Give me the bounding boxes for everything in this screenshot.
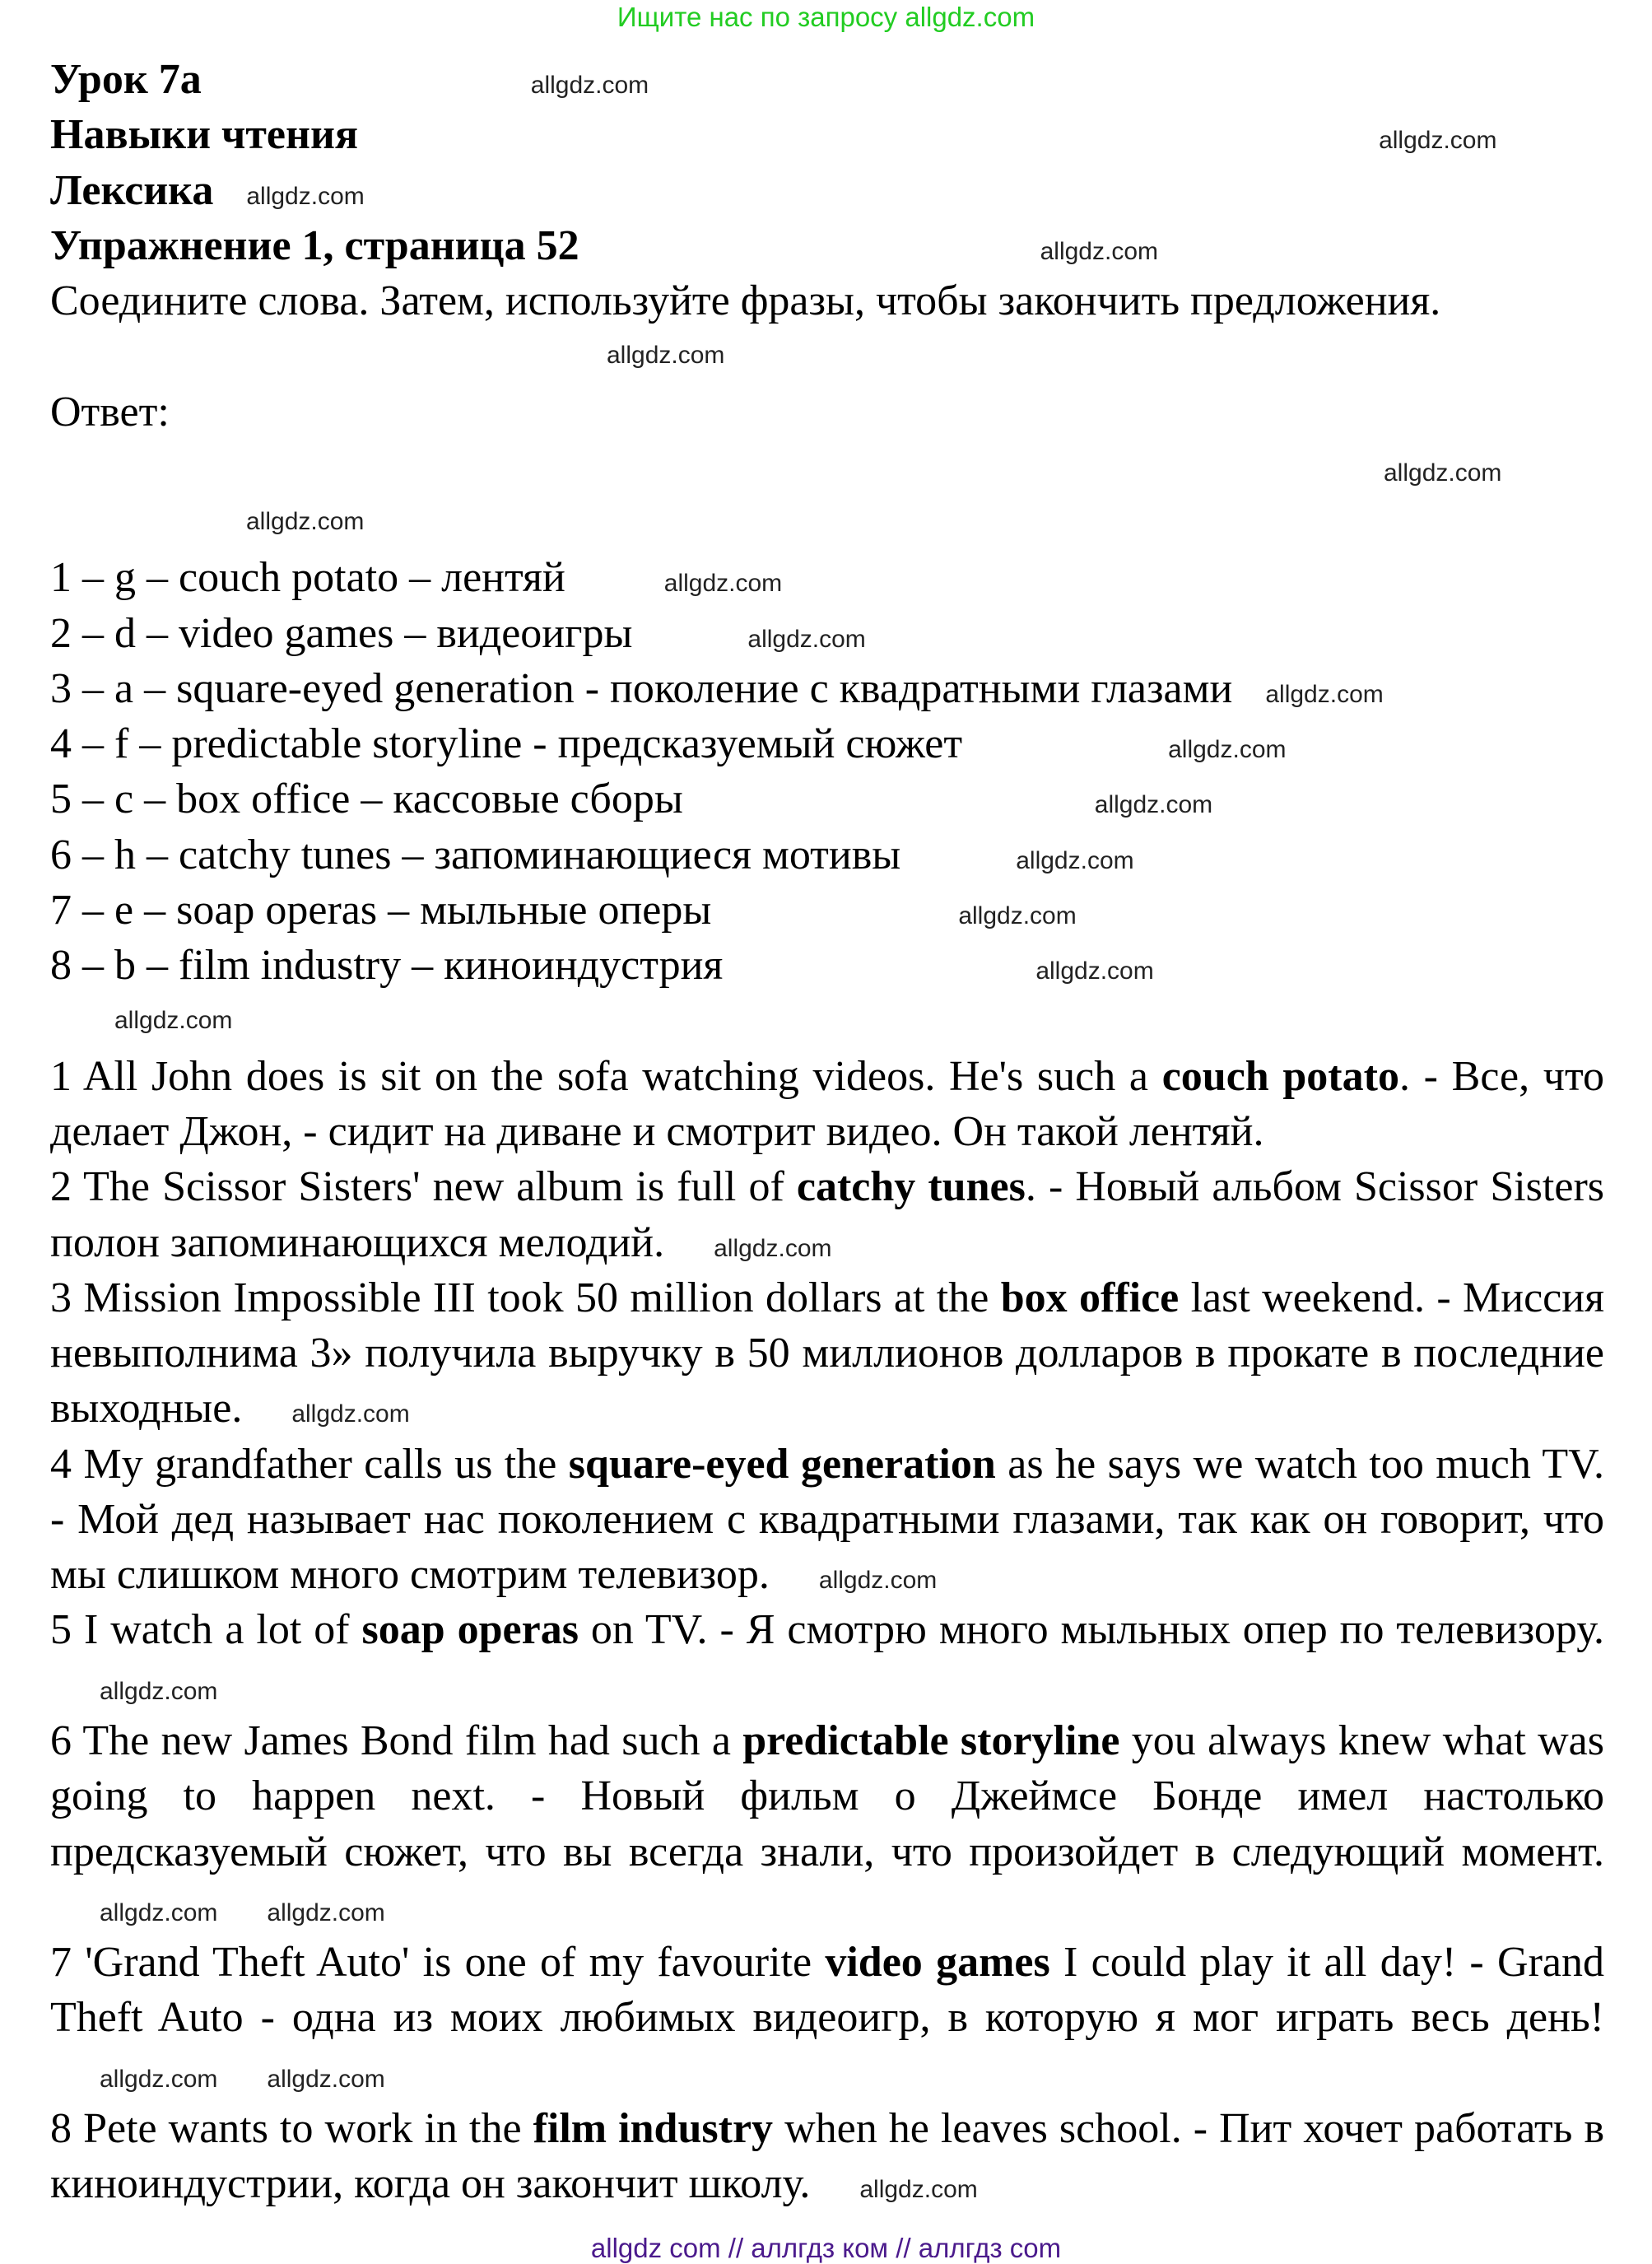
match-line [50,606,1604,661]
watermark: allgdz.com [818,1567,938,1595]
sentence-text: 8 Pete wants to work in the [50,2104,533,2152]
sentence [50,2101,1604,2212]
watermark: allgdz.com [100,2065,218,2093]
watermark: allgdz.com [1016,846,1134,874]
match-item: 5 – c – box office – кассовые сборы [50,776,683,823]
sentence-text: you always knew what was going to happen next. - Новый фильм о Джеймсе Бонде имел настолько предсказуемый сюжет, что вы всегда знали, что произойдет в следующий момент. [50,1717,1604,1875]
watermark: allgdz.com [100,1677,218,1705]
subsection-title: Лексика [50,166,214,214]
section-title: Навыки чтения [50,111,359,159]
key-phrase: predictable storyline [742,1717,1120,1764]
watermark: allgdz.com [1379,127,1497,155]
sentence-text: 2 The Scissor Sisters' new album is full of [50,1163,797,1211]
watermark: allgdz.com [747,625,866,653]
match-line [50,550,1604,605]
answer-label: Ответ: [50,388,170,436]
watermark: allgdz.com [246,182,365,210]
sentence [50,1713,1604,1935]
watermark: allgdz.com [859,2176,978,2204]
match-item: 6 – h – catchy tunes – запоминающиеся мотивы [50,831,901,878]
watermark: allgdz.com [1265,680,1384,708]
sentence-text: as he says we watch too much TV. - Мой дед называет нас поколением с квадратными глазами, так как он говорит, что мы слишком много смотрим телевизор. [50,1440,1604,1599]
instruction-line [50,273,1604,328]
answer-line [50,384,1604,496]
exercise-title: Упражнение 1, страница 52 [50,221,579,269]
instruction-text: Соедините слова. Затем, используйте фразы, чтобы закончить предложения. [50,277,1441,325]
watermark: allgdz.com [663,570,783,598]
match-item: 1 – g – couch potato – лентяй [50,554,565,602]
match-item: 2 – d – video games – видеоигры [50,609,633,657]
watermark: allgdz.com [246,508,365,536]
sentence [50,1602,1604,1713]
watermark: allgdz.com [100,1898,218,1926]
sentence-text: on TV. - Я смотрю много мыльных опер по телевизору. [578,1606,1604,1654]
sentence-text: I could play it all day! - Grand Theft Auto - одна из моих любимых видеоигр, в которую я мог играть весь день! [50,1939,1604,2042]
sentence-text: 1 All John does is sit on the sofa watching videos. He's such a [50,1052,1162,1100]
sentence-text: . - Новый альбом Scissor Sisters полон запоминающихся мелодий. [50,1163,1604,1266]
sentence [50,1437,1604,1603]
watermark: allgdz.com [1384,459,1502,487]
sentence [50,1159,1604,1270]
footer-banner[interactable]: allgdz com // аллгдз ком // аллгдз com [590,2233,1062,2263]
watermark: allgdz.com [291,1400,410,1428]
sentence-text: 6 The new James Bond film had such a [50,1717,743,1764]
key-phrase: catchy tunes [796,1163,1026,1211]
sentence-text: when he leaves school. - Пит хочет работать в киноиндустрии, когда он закончит школу. [50,2104,1605,2208]
key-phrase: couch potato [1161,1052,1399,1100]
watermark: allgdz.com [714,1234,832,1262]
key-phrase: soap operas [361,1606,579,1654]
watermark: allgdz.com [267,2065,385,2093]
match-item: 7 – e – soap operas – мыльные оперы [50,886,712,934]
sentence [50,1049,1604,1160]
key-phrase: square-eyed generation [568,1440,996,1488]
match-item: 4 – f – predictable storyline - предсказуемый сюжет [50,720,963,768]
watermark: allgdz.com [267,1898,385,1926]
match-line [50,661,1604,716]
sentence-text: last weekend. - Миссия невыполнима 3» получила выручку в 50 миллионов долларов в прокате в последние выходные. [50,1274,1604,1432]
match-item: 3 – a – square-eyed generation - поколение с квадратными глазами [50,664,1233,712]
key-phrase: video games [825,1939,1050,1987]
section-title-line [50,107,1604,162]
lesson-title: Урок 7a [50,56,202,103]
sentence-text: 3 Mission Impossible III took 50 million dollars at the [50,1274,1001,1321]
sentence-text: 4 My grandfather calls us the [50,1440,569,1488]
exercise-title-line [50,218,1604,273]
watermark: allgdz.com [1035,957,1154,985]
watermark: allgdz.com [607,342,725,370]
document-body [50,52,1604,2211]
key-phrase: film industry [533,2104,774,2152]
sentence-text: 7 'Grand Theft Auto' is one of my favourite [50,1939,826,1987]
match-line [50,938,1604,993]
watermark: allgdz.com [1168,736,1287,764]
watermark: allgdz.com [958,901,1077,929]
match-line [50,827,1604,883]
sentence [50,1935,1604,2101]
sentence-text: . - Все, что делает Джон, - сидит на диване и смотрит видео. Он такой лентяй. [50,1052,1604,1156]
sentence [50,1270,1604,1437]
watermark: allgdz.com [530,72,649,99]
sentence-text: 5 I watch a lot of [50,1606,362,1654]
key-phrase: box office [1000,1274,1180,1321]
match-line [50,716,1604,771]
match-line [50,883,1604,938]
watermark: allgdz.com [114,1006,233,1034]
watermark: allgdz.com [1094,791,1213,819]
search-banner[interactable]: Ищите нас по запросу allgdz.com [617,2,1035,32]
watermark: allgdz.com [1040,237,1158,265]
match-line [50,771,1604,827]
match-item: 8 – b – film industry – киноиндустрия [50,942,724,990]
lesson-title-line [50,52,1604,107]
subsection-title-line [50,163,1604,218]
